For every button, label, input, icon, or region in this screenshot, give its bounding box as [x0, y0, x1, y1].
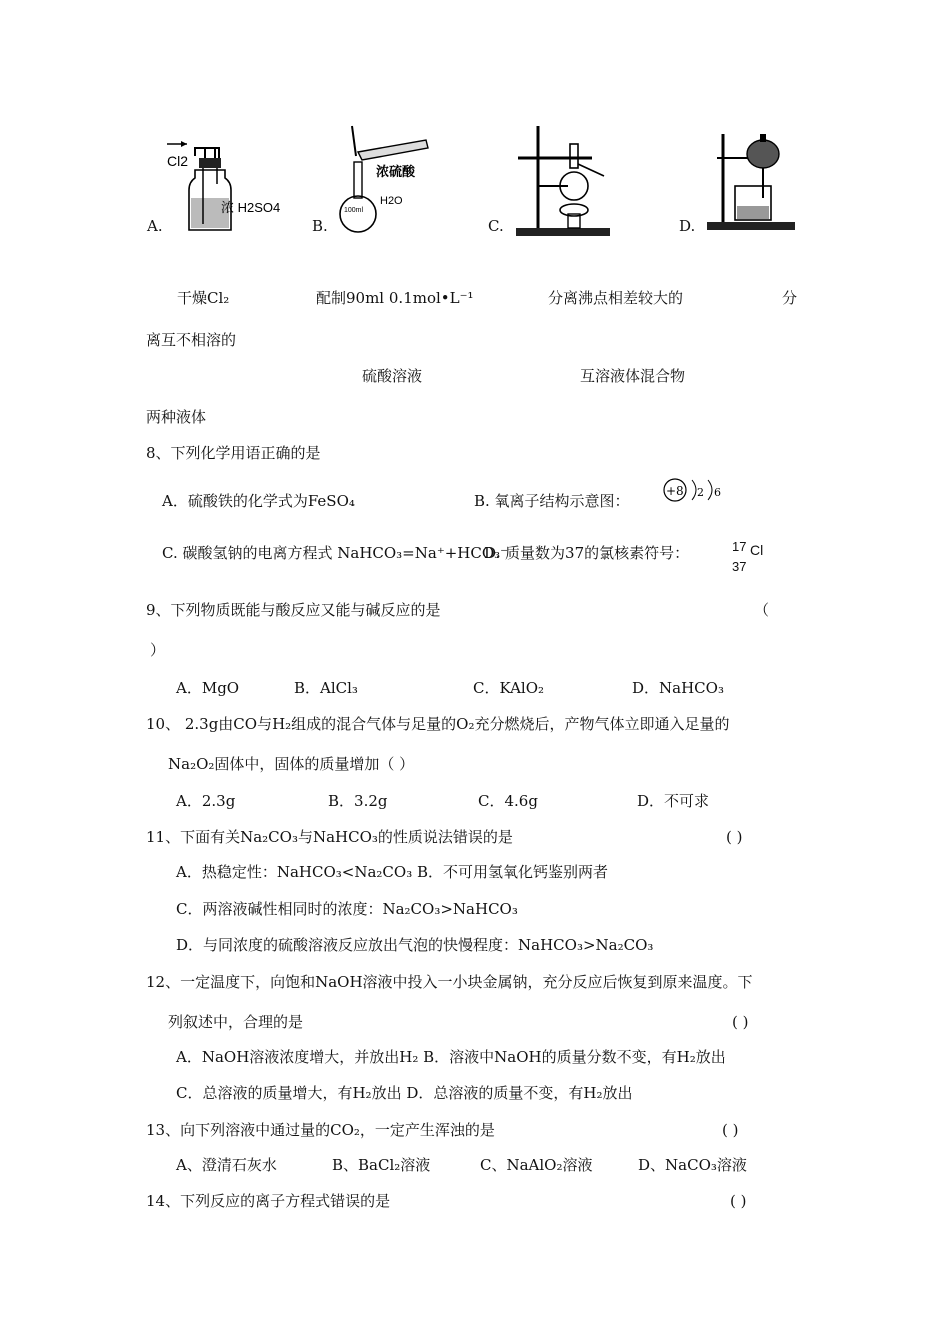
nuclide-bottom-number: 37: [732, 559, 747, 574]
q11-option-ab: A．热稳定性：NaHCO₃<Na₂CO₃ B．不可用氢氧化钙鉴别两者: [176, 863, 608, 881]
distillation-drawing: [512, 124, 612, 240]
q9-option-d: D．NaHCO₃: [632, 679, 724, 697]
caption-d-line1a: 分: [782, 289, 798, 307]
q10-option-d: D．不可求: [637, 792, 710, 810]
q12-line2: 列叙述中，合理的是: [168, 1013, 304, 1031]
q12-option-ab: A．NaOH溶液浓度增大，并放出H₂ B．溶液中NaOH的质量分数不变，有H₂放出: [176, 1048, 726, 1066]
q10-option-a: A．2.3g: [176, 792, 236, 810]
nuclide-element-symbol: Cl: [750, 542, 764, 558]
q11-stem: 11、下面有关Na₂CO₃与NaHCO₃的性质说法错误的是: [146, 828, 513, 846]
ion-shell-1: 2: [697, 486, 704, 499]
reagent-label: 浓硫酸: [376, 165, 416, 180]
flask-volume-label: 100ml: [344, 207, 364, 214]
q11-option-d: D．与同浓度的硫酸溶液反应放出气泡的快慢程度：NaHCO₃>Na₂CO₃: [176, 936, 654, 954]
q10-line2: Na₂O₂固体中，固体的质量增加（ ）: [168, 755, 415, 773]
nuclide-top-number: 17: [732, 539, 747, 554]
oxygen-ion-structure-diagram: [662, 478, 732, 506]
q9-option-c: C．KAlO₂: [473, 679, 545, 697]
figure-d-label: D.: [679, 217, 696, 235]
q13-option-c: C、NaAlO₂溶液: [480, 1156, 593, 1174]
q9-stem: 9、下列物质既能与酸反应又能与碱反应的是: [146, 601, 441, 619]
figure-c-label: C.: [488, 217, 504, 235]
q10-option-b: B．3.2g: [328, 792, 388, 810]
ion-nucleus-charge: +8: [666, 484, 684, 498]
q11-paren: ( ): [726, 828, 743, 846]
q9-option-a: A．MgO: [176, 679, 240, 697]
q8-stem: 8、下列化学用语正确的是: [146, 444, 321, 462]
figure-a-drying-bottle: [165, 138, 280, 238]
volumetric-flask-drawing: [332, 122, 437, 237]
q10-line1: 10、 2.3g由CO与H₂组成的混合气体与足量的O₂充分燃烧后，产物气体立即通入足量的: [146, 715, 730, 733]
q12-option-cd: C．总溶液的质量增大，有H₂放出 D．总溶液的质量不变，有H₂放出: [176, 1084, 633, 1102]
caption-b-line1: 配制90ml 0.1mol•L⁻¹: [316, 289, 474, 307]
q13-option-b: B、BaCl₂溶液: [332, 1156, 431, 1174]
q14-stem: 14、下列反应的离子方程式错误的是: [146, 1192, 391, 1210]
q10-option-c: C．4.6g: [478, 792, 538, 810]
figure-b-label: B.: [312, 217, 328, 235]
gas-label: Cl2: [167, 153, 189, 169]
q13-option-d: D、NaCO₃溶液: [638, 1156, 747, 1174]
q8-option-a: A．硫酸铁的化学式为FeSO₄: [162, 492, 355, 510]
ion-shell-2: 6: [714, 486, 721, 499]
q13-paren: ( ): [722, 1121, 739, 1139]
q14-paren: ( ): [730, 1192, 747, 1210]
q8-option-c: C. 碳酸氢钠的电离方程式 NaHCO₃=Na⁺+HCO₃⁻: [162, 544, 509, 562]
figure-a-label: A.: [147, 217, 163, 235]
figure-c-distillation: [512, 124, 612, 240]
q12-line1: 12、一定温度下，向饱和NaOH溶液中投入一小块金属钠，充分反应后恢复到原来温度。下: [146, 973, 753, 991]
separatory-funnel-drawing: [705, 124, 800, 234]
water-label: H2O: [380, 195, 403, 207]
caption-d-line2: 两种液体: [146, 408, 207, 426]
figure-d-separatory-funnel: [705, 124, 800, 234]
q9-paren-close: ）: [150, 641, 166, 659]
caption-a: 干燥Cl₂: [177, 289, 230, 307]
caption-b-line2: 硫酸溶液: [362, 367, 423, 385]
liquid-label: 浓 H2SO4: [221, 200, 280, 215]
q8-option-d: D. 质量数为37的氯核素符号：: [484, 544, 690, 562]
q13-stem: 13、向下列溶液中通过量的CO₂，一定产生浑浊的是: [146, 1121, 495, 1139]
caption-d-line1b: 离互不相溶的: [146, 331, 237, 349]
q8-option-b: B. 氧离子结构示意图：: [474, 492, 630, 510]
q9-paren-open: （: [754, 601, 770, 619]
caption-c-line2: 互溶液体混合物: [580, 367, 686, 385]
gas-washing-bottle-drawing: [165, 138, 280, 238]
figure-b-volumetric-flask: [332, 122, 437, 237]
caption-c-line1: 分离沸点相差较大的: [548, 289, 684, 307]
q12-paren: ( ): [732, 1013, 749, 1031]
q11-option-c: C．两溶液碱性相同时的浓度：Na₂CO₃>NaHCO₃: [176, 900, 518, 918]
chlorine-nuclide-symbol: [732, 540, 782, 578]
q13-option-a: A、澄清石灰水: [176, 1156, 277, 1174]
q9-option-b: B．AlCl₃: [294, 679, 358, 697]
